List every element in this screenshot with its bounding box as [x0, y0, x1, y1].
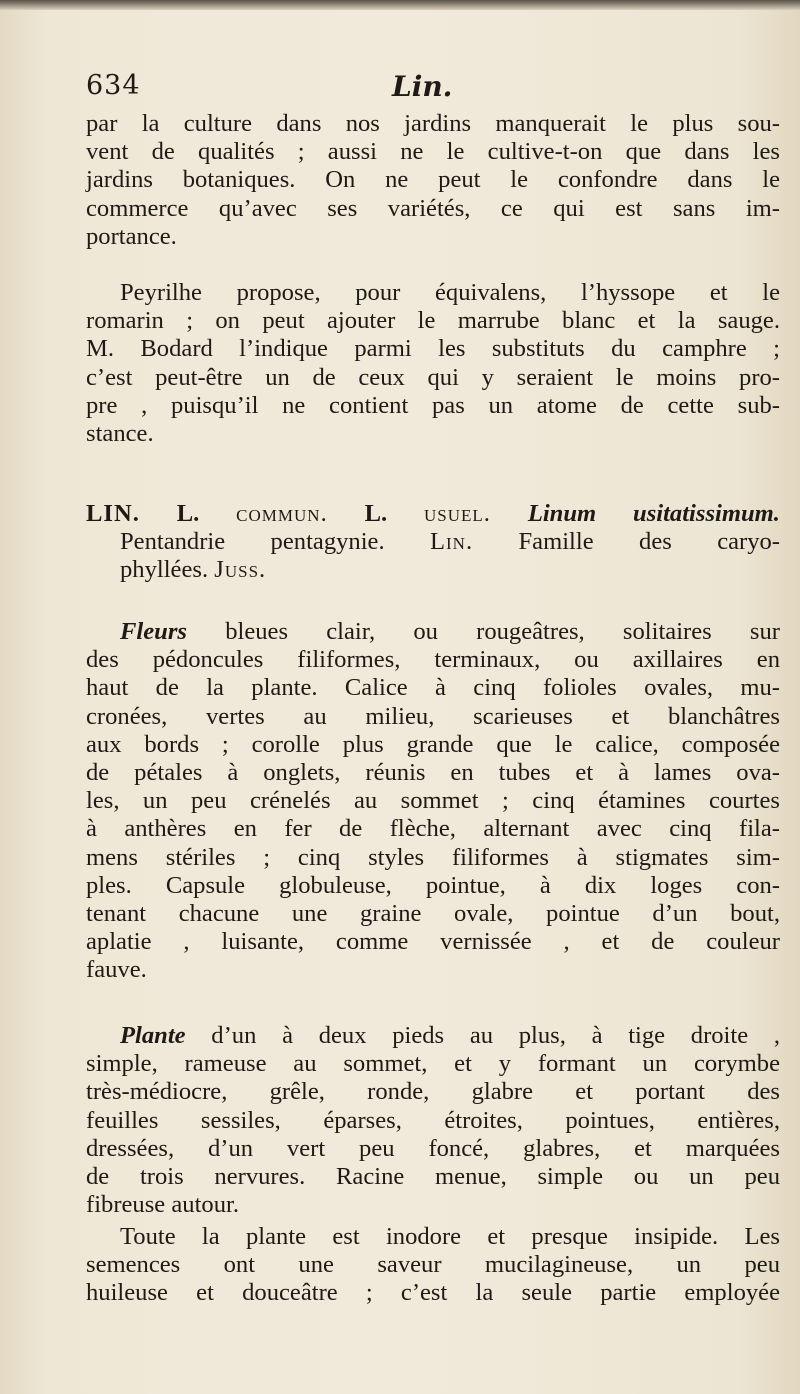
text-line: vent de qualités ; aussi ne le cultive-t-on que dans les [86, 138, 780, 166]
text-line: pre , puisqu’il ne contient pas un atome de cette sub- [86, 391, 780, 419]
text-line [86, 618, 780, 646]
text-line: les, un peu crénelés au sommet ; cinq étamines courtes [86, 787, 780, 815]
text-line: portance. [86, 222, 177, 250]
text-fragment: bleues clair, ou rougeâtres, solitaires sur [186, 618, 780, 645]
entry-family: Famille des caryo- [518, 528, 780, 556]
entry-heading [86, 500, 780, 585]
section-lead-flowers: Fleurs [120, 618, 187, 645]
text-line: fauve. [86, 956, 147, 984]
text-line: aplatie , luisante, comme vernissée , et de couleur [86, 928, 780, 956]
text-line: simple, rameuse au sommet, et y formant un corymbe [86, 1050, 780, 1078]
page-top-edge [0, 0, 800, 10]
running-title: Lin. [392, 70, 453, 103]
text-line: des pédoncules filiformes, terminaux, ou axillaires en [86, 646, 780, 674]
text-line: feuilles sessiles, éparses, étroites, pointues, entières, [86, 1106, 780, 1134]
entry-usual-label: usuel. [424, 500, 491, 527]
entry-short-name: Lin. [430, 528, 474, 556]
text-line: huileuse et douceâtre ; c’est la seule partie employée [86, 1279, 780, 1307]
entry-abbr: L. [176, 500, 200, 527]
text-line: mens stériles ; cinq styles filiformes à stigmates sim- [86, 843, 780, 871]
text-line: haut de la plante. Calice à cinq folioles ovales, mu- [86, 674, 780, 702]
text-line: fibreuse autour. [86, 1191, 239, 1219]
page-number: 634 [86, 70, 141, 101]
text-line: de pétales à onglets, réunis en tubes et à lames ova- [86, 759, 780, 787]
text-line: M. Bodard l’indique parmi les substituts du camphre ; [86, 335, 780, 363]
entry-classification: Pentandrie pentagynie. [120, 528, 385, 556]
entry-title-line [86, 500, 780, 528]
text-line: cronées, vertes au milieu, scarieuses et blanchâtres [86, 702, 780, 730]
text-line: par la culture dans nos jardins manquerait le plus sou- [86, 110, 780, 137]
text-line: à anthères en fer de flèche, alternant avec cinq fila- [86, 815, 780, 843]
paragraph-2 [86, 279, 780, 448]
text-line [86, 1022, 780, 1050]
entry-common-label: commun. [236, 500, 328, 527]
text-line: c’est peut-être un de ceux qui y seraient le moins pro- [86, 363, 780, 391]
text-fragment: d’un à deux pieds au plus, à tige droite , [185, 1022, 780, 1049]
text-line: tenant chacune une graine ovale, pointue d’un bout, [86, 900, 780, 928]
entry-family-end: phyllées. [120, 556, 209, 584]
entry-authority: Juss. [214, 556, 267, 584]
paragraph-5 [86, 1223, 780, 1308]
entry-abbr: L. [364, 500, 388, 527]
paragraph-1 [86, 110, 780, 251]
text-line: ples. Capsule globuleuse, pointue, à dix loges con- [86, 871, 780, 899]
entry-latin-name: Linum usitatissimum. [527, 500, 780, 527]
text-line: aux bords ; corolle plus grande que le calice, composée [86, 730, 780, 758]
text-line: semences ont une saveur mucilagineuse, un peu [86, 1251, 780, 1279]
entry-name: LIN. [86, 500, 140, 527]
text-line: dressées, d’un vert peu foncé, glabres, et marquées [86, 1134, 780, 1162]
page-header [86, 70, 760, 110]
text-line: stance. [86, 420, 154, 448]
text-line: Peyrilhe propose, pour équivalens, l’hyssope et le [120, 279, 780, 306]
text-line: de trois nervures. Racine menue, simple ou un peu [86, 1163, 780, 1191]
section-lead-plant: Plante [120, 1022, 186, 1049]
paragraph-flowers [86, 618, 780, 985]
text-line: romarin ; on peut ajouter le marrube blanc et la sauge. [86, 307, 780, 335]
paragraph-plant [86, 1022, 780, 1219]
text-line: commerce qu’avec ses variétés, ce qui est sans im- [86, 194, 780, 222]
text-line: jardins botaniques. On ne peut le confondre dans le [86, 166, 780, 194]
entry-classification-line [86, 528, 780, 556]
entry-family-line [86, 556, 780, 584]
text-line: Toute la plante est inodore et presque insipide. Les [120, 1223, 780, 1250]
text-line: très-médiocre, grêle, ronde, glabre et portant des [86, 1078, 780, 1106]
